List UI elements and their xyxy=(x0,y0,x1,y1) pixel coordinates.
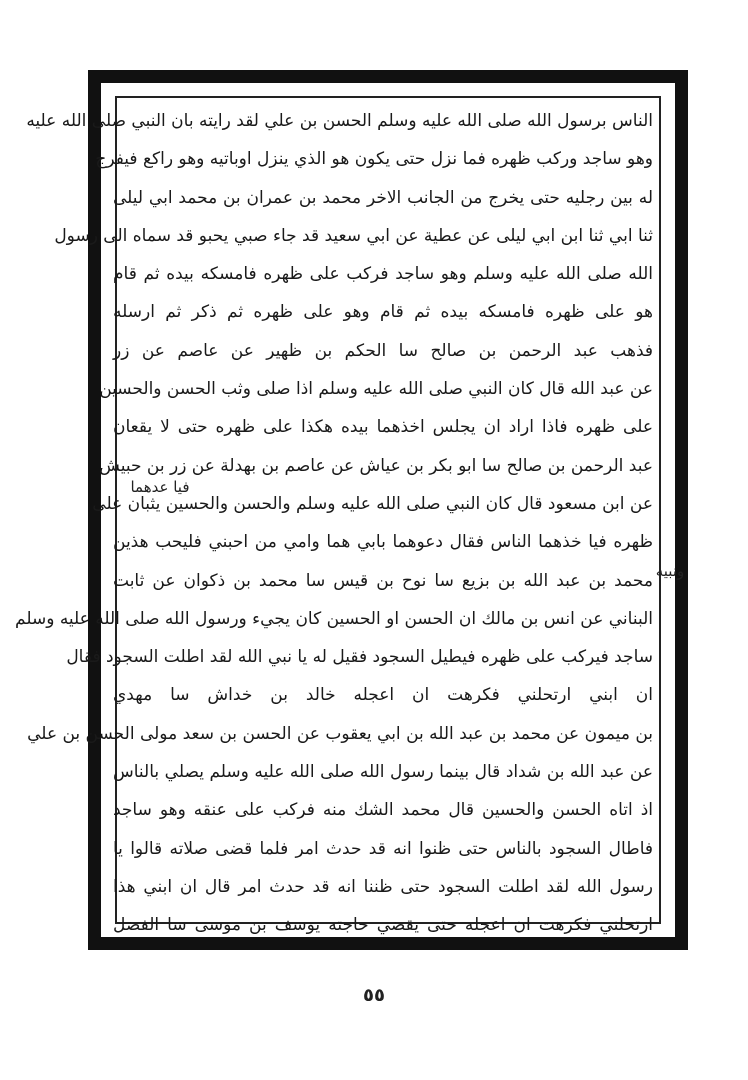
manuscript-line: على ظهره فاذا اراد ان يجلس اخذهما بيده هكذا على ظهره حتى لا يقعان xyxy=(113,417,653,438)
manuscript-line: ساجد فيركب على ظهره فيطيل السجود فقيل له يا نبي الله لقد اطلت السجود فقال xyxy=(66,647,653,668)
manuscript-line: اذ اتاه الحسن والحسين قال محمد الشك منه فركب على عنقه وهو ساجد xyxy=(113,800,653,821)
manuscript-line: عن ابن مسعود قال كان النبي صلى الله عليه وسلم والحسن والحسين يثبان على xyxy=(92,493,653,514)
manuscript-line: الله صلى الله عليه وسلم وهو ساجد فركب على ظهره فامسكه بيده ثم قام xyxy=(113,264,653,285)
manuscript-line: عن عبد الله قال كان النبي صلى الله عليه وسلم اذا صلى وثب الحسن والحسين xyxy=(99,379,653,400)
manuscript-line: عبد الرحمن بن صالح سا ابو بكر بن عياش عن عاصم بن بهدلة عن زر بن حبيش xyxy=(99,455,653,476)
page-number: ٥٥ xyxy=(363,985,385,1006)
manuscript-line: رسول الله لقد اطلت السجود حتى ظننا انه قد حدث امر قال ان ابني هذا xyxy=(113,876,653,897)
manuscript-line: ارتحلني فكرهت ان اعجله حتى يقضي حاجته يوسف بن موسى سا الفضل xyxy=(113,915,653,936)
manuscript-line: البناني عن انس بن مالك ان الحسن او الحسين كان يجيء ورسول الله صلى الله عليه وسلم xyxy=(15,608,653,629)
manuscript-line: ان ابني ارتحلني فكرهت ان اعجله خالد بن خداش سا مهدي xyxy=(113,685,653,706)
manuscript-line: ظهره فيا خذهما الناس فقال دعوهما بابي هما وامي من احبني فليحب هذين xyxy=(113,532,653,553)
manuscript-text-block xyxy=(15,102,653,945)
manuscript-line: فذهب عبد الرحمن بن صالح سا الحكم بن ظهير عن عاصم عن زر xyxy=(113,340,653,361)
margin-note: فيا عدهما xyxy=(130,478,190,496)
manuscript-line: فاطال السجود بالناس حتى ظنوا انه قد حدث امر فلما قضى صلاته قالوا يا xyxy=(113,838,653,859)
manuscript-line: بن ميمون عن محمد بن عبد الله بن ابي يعقوب عن الحسن بن سعد مولى الحسن بن علي xyxy=(27,723,653,744)
margin-note: ونبيه xyxy=(655,562,685,580)
manuscript-line: ثنا ابي ثنا ابن ابي ليلى عن عطية عن ابي سعيد قد جاء صبي يحبو قد سماه الى رسول xyxy=(54,225,653,246)
manuscript-line: عن عبد الله بن شداد قال بينما رسول الله صلى الله عليه وسلم يصلي بالناس xyxy=(113,762,653,783)
manuscript-line: الناس برسول الله صلى الله عليه وسلم الحسن بن علي لقد رايته بان النبي صلى الله عليه xyxy=(26,111,653,131)
manuscript-line: له بين رجليه حتى يخرج من الجانب الاخر محمد بن عمران بن محمد ابي ليلى xyxy=(113,187,653,208)
manuscript-line: محمد بن عبد الله بن بزيع سا نوح بن قيس سا محمد بن ذكوان عن ثابت xyxy=(113,570,653,591)
manuscript-line: هو على ظهره فامسكه بيده ثم قام وهو على ظهره ثم ذكر ثم ارسله xyxy=(113,302,653,323)
manuscript-line: وهو ساجد وركب ظهره فما نزل حتى يكون هو الذي ينزل اوباتيه وهو راكع فيفرج xyxy=(95,149,653,170)
